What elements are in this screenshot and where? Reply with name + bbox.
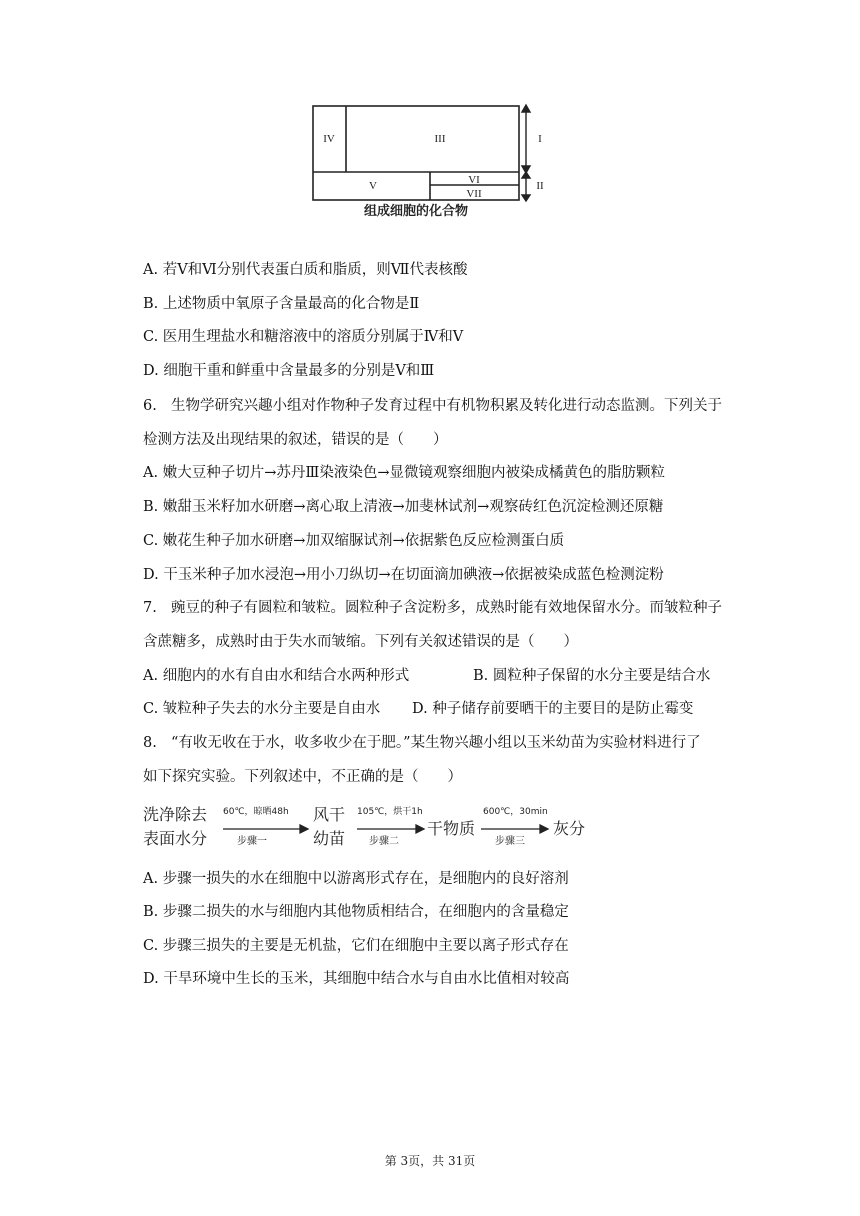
flow-node4: 灰分: [553, 819, 586, 838]
outer-box: [313, 106, 519, 200]
q8-option-d-letter: D.: [143, 971, 159, 987]
page-footer: 第 3页，共 31页: [384, 1154, 476, 1168]
q5-option-a-text: 若Ⅴ和Ⅵ分别代表蛋白质和脂质，则Ⅶ代表核酸: [162, 262, 468, 278]
label-iv: IV: [323, 133, 335, 145]
q6-option-b-letter: B.: [143, 499, 159, 515]
q6-stem-text1: 生物学研究兴趣小组对作物种子发育过程中有机物积累及转化进行动态监测。下列关于: [171, 398, 722, 414]
label-vii: VII: [466, 188, 482, 200]
q7-option-b: [473, 666, 710, 686]
arrow1-head: [300, 825, 308, 833]
bracket-ii-arrow-top: [522, 172, 530, 178]
q6-stem-line2: [143, 430, 448, 450]
q8-option-b: [143, 902, 569, 922]
q5-option-b-text: 上述物质中氧原子含量最高的化合物是Ⅱ: [162, 296, 420, 312]
q5-option-b-letter: B.: [143, 296, 159, 312]
arrow1-step-label: 步骤一: [237, 836, 267, 847]
arrow2-head: [416, 825, 424, 833]
arrow3-head: [540, 825, 548, 833]
bracket-i-arrow-top: [522, 105, 530, 112]
bracket-ii-arrow-bottom: [522, 195, 530, 201]
q7-stem-line2: [143, 632, 578, 652]
q5-option-d: [143, 361, 434, 381]
label-ii: II: [536, 180, 544, 192]
figure1-caption: 组成细胞的化合物: [363, 204, 469, 219]
q7-option-a-text: 细胞内的水有自由水和结合水两种形式: [162, 668, 410, 684]
q5-option-c: [143, 327, 463, 347]
q8-stem-text2: 如下探究实验。下列叙述中，不正确的是（ ）: [143, 769, 462, 785]
q8-number: 8.: [143, 735, 157, 751]
q5-option-a: [143, 260, 467, 280]
q7-number: 7.: [143, 600, 157, 616]
q7-option-b-text: 圆粒种子保留的水分主要是结合水: [492, 668, 711, 684]
q6-option-c-letter: C.: [143, 533, 159, 549]
compound-composition-diagram: [310, 102, 550, 220]
q7-option-d: [412, 699, 693, 719]
q7-stem-text1: 豌豆的种子有圆粒和皱粒。圆粒种子含淀粉多，成熟时能有效地保留水分。而皱粒种子: [171, 600, 722, 616]
q7-option-b-letter: B.: [473, 668, 489, 684]
flow-start-line2: 表面水分: [143, 829, 208, 848]
q6-option-b-text: 嫩甜玉米籽加水研磨→离心取上清液→加斐林试剂→观察砖红色沉淀检测还原糖: [162, 499, 664, 515]
q8-option-a-letter: A.: [143, 871, 159, 887]
q7-option-a: [143, 666, 409, 686]
q5-option-c-letter: C.: [143, 329, 159, 345]
q6-option-a: [143, 463, 665, 483]
label-v: V: [369, 180, 377, 192]
q8-option-b-text: 步骤二损失的水与细胞内其他物质相结合，在细胞内的含量稳定: [162, 904, 569, 920]
q5-option-d-letter: D.: [143, 363, 159, 379]
arrow2-step-label: 步骤二: [369, 836, 399, 847]
q6-option-b: [143, 497, 663, 517]
q7-option-c-letter: C.: [143, 701, 159, 717]
q5-option-a-letter: A.: [143, 262, 159, 278]
q6-stem-line1: [143, 396, 722, 416]
q7-stem-line1: [143, 598, 722, 618]
arrow3-step-label: 步骤三: [495, 836, 525, 847]
q8-option-d: [143, 969, 569, 989]
q8-option-c: [143, 936, 569, 956]
flow-node2-line2: 幼苗: [313, 829, 346, 848]
q8-option-b-letter: B.: [143, 904, 159, 920]
q6-option-d: [143, 565, 664, 585]
label-vi: VI: [468, 174, 480, 186]
q6-option-c: [143, 531, 564, 551]
q7-stem-text2: 含蔗糖多，成熟时由于失水而皱缩。下列有关叙述错误的是（ ）: [143, 634, 578, 650]
q8-option-a: [143, 869, 569, 889]
arrow1-condition: 60℃，晾晒48h: [223, 807, 289, 817]
flow-node2-line1: 风干: [313, 805, 346, 824]
q8-option-a-text: 步骤一损失的水在细胞中以游离形式存在，是细胞内的良好溶剂: [162, 871, 569, 887]
q5-option-d-text: 细胞干重和鲜重中含量最多的分别是Ⅴ和Ⅲ: [163, 363, 435, 379]
q7-option-d-text: 种子储存前要晒干的主要目的是防止霉变: [432, 701, 694, 717]
q5-option-b: [143, 294, 419, 314]
q8-stem-text1: “有收无收在于水，收多收少在于肥。”某生物兴趣小组以玉米幼苗为实验材料进行了: [171, 735, 701, 751]
q6-option-a-text: 嫩大豆种子切片→苏丹Ⅲ染液染色→显微镜观察细胞内被染成橘黄色的脂肪颗粒: [162, 465, 665, 481]
q6-stem-text2: 检测方法及出现结果的叙述，错误的是（ ）: [143, 432, 448, 448]
arrow3-condition: 600℃，30min: [483, 807, 548, 817]
q6-option-c-text: 嫩花生种子加水研磨→加双缩脲试剂→依据紫色反应检测蛋白质: [162, 533, 565, 549]
q5-option-c-text: 医用生理盐水和糖溶液中的溶质分别属于Ⅳ和Ⅴ: [162, 329, 464, 345]
q7-option-d-letter: D.: [412, 701, 428, 717]
q7-option-c: [143, 699, 380, 719]
q7-option-a-letter: A.: [143, 668, 159, 684]
flow-start-line1: 洗净除去: [143, 805, 208, 824]
q8-option-c-text: 步骤三损失的主要是无机盐，它们在细胞中主要以离子形式存在: [162, 938, 569, 954]
q8-stem-line2: [143, 767, 462, 787]
q6-option-d-text: 干玉米种子加水浸泡→用小刀纵切→在切面滴加碘液→依据被染成蓝色检测淀粉: [163, 567, 664, 583]
label-iii: III: [434, 133, 446, 145]
label-i: I: [538, 133, 542, 145]
q6-option-a-letter: A.: [143, 465, 159, 481]
experiment-flow-diagram: [143, 800, 593, 852]
q6-option-d-letter: D.: [143, 567, 159, 583]
q8-option-c-letter: C.: [143, 938, 159, 954]
q6-number: 6.: [143, 398, 157, 414]
q8-option-d-text: 干旱环境中生长的玉米，其细胞中结合水与自由水比值相对较高: [163, 971, 570, 987]
q7-option-c-text: 皱粒种子失去的水分主要是自由水: [162, 701, 381, 717]
arrow2-condition: 105℃，烘干1h: [357, 807, 423, 817]
q8-stem-line1: [143, 733, 701, 753]
flow-node3: 干物质: [427, 819, 476, 838]
